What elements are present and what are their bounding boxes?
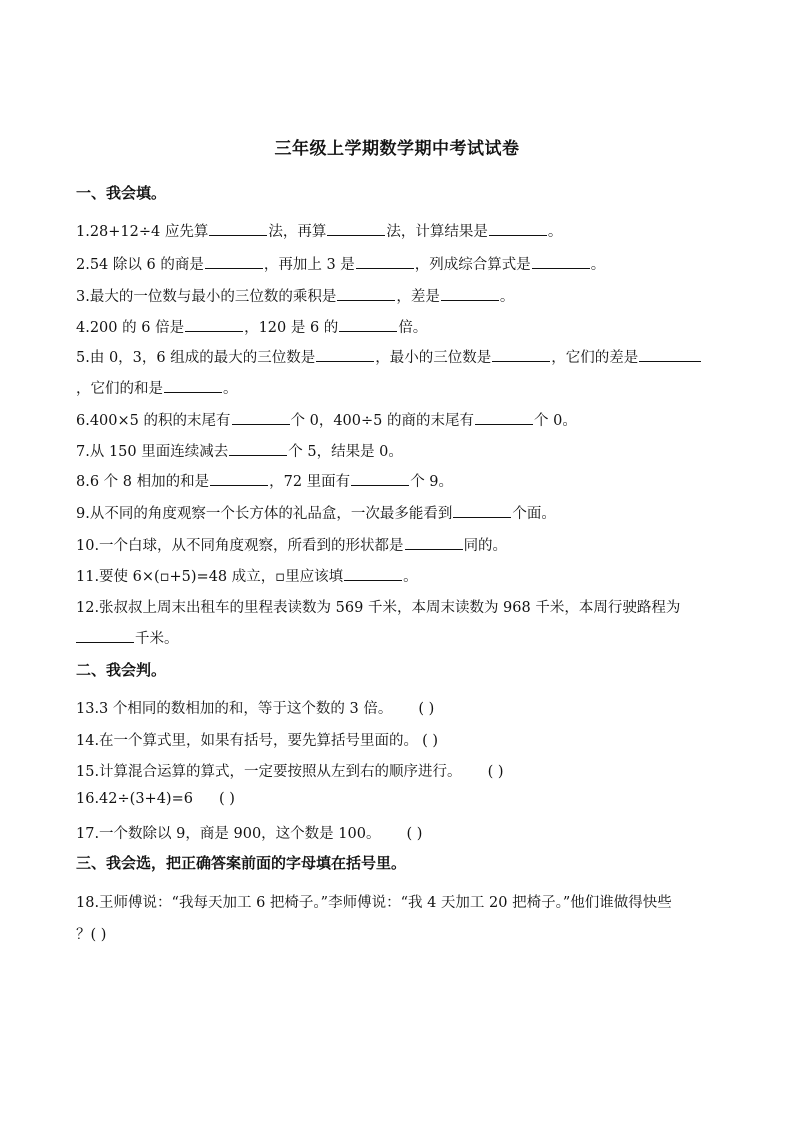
question-14: 14.在一个算式里，如果有括号，要先算括号里面的。 ( ) — [76, 733, 438, 749]
answer-blank[interactable] — [229, 442, 287, 456]
question-5-continued: ，它们的和是 。 — [76, 381, 238, 397]
question-7: 7.从 150 里面连续减去 个 5，结果是 0。 — [76, 444, 403, 460]
answer-blank[interactable] — [489, 222, 547, 236]
answer-parentheses[interactable]: ？( ) — [76, 927, 107, 943]
answer-blank[interactable] — [205, 255, 263, 269]
answer-blank[interactable] — [337, 287, 395, 301]
answer-blank[interactable] — [339, 318, 397, 332]
question-2: 2.54 除以 6 的商是 ，再加上 3 是 ，列成综合算式是 。 — [76, 257, 606, 273]
question-4: 4.200 的 6 倍是 ，120 是 6 的 倍。 — [76, 320, 428, 336]
question-17: 17.一个数除以 9，商是 900，这个数是 100。 ( ) — [76, 826, 423, 842]
answer-blank[interactable] — [639, 348, 701, 362]
answer-blank[interactable] — [492, 348, 550, 362]
section-heading-fill: 一、我会填。 — [76, 184, 167, 202]
page-title: 三年级上学期数学期中考试试卷 — [274, 139, 520, 159]
answer-blank[interactable] — [232, 411, 290, 425]
question-3: 3.最大的一位数与最小的三位数的乘积是 ，差是 。 — [76, 289, 515, 305]
question-6: 6.400×5 的积的末尾有 个 0，400÷5 的商的末尾有 个 0。 — [76, 413, 577, 429]
question-1: 1.28+12÷4 应先算 法，再算 法，计算结果是 。 — [76, 224, 563, 240]
question-18: 18.王师傅说：“我每天加工 6 把椅子。”李师傅说：“我 4 天加工 20 把椅子。”他们谁做得快些 — [76, 895, 672, 911]
answer-blank[interactable] — [344, 567, 402, 581]
section-heading-choose: 三、我会选，把正确答案前面的字母填在括号里。 — [76, 854, 407, 872]
answer-blank[interactable] — [316, 348, 374, 362]
answer-parentheses[interactable]: ( ) — [422, 733, 438, 749]
answer-blank[interactable] — [453, 504, 511, 518]
answer-blank[interactable] — [405, 536, 463, 550]
answer-blank[interactable] — [327, 222, 385, 236]
question-5: 5.由 0，3，6 组成的最大的三位数是 ，最小的三位数是 ，它们的差是 — [76, 346, 702, 367]
answer-blank[interactable] — [351, 472, 409, 486]
answer-parentheses[interactable]: ( ) — [418, 701, 435, 717]
answer-blank[interactable] — [164, 379, 222, 393]
answer-parentheses[interactable]: ( ) — [406, 826, 423, 842]
question-13: 13.3 个相同的数相加的和，等于这个数的 3 倍。 ( ) — [76, 701, 435, 717]
question-10: 10.一个白球，从不同角度观察，所看到的形状都是 同的。 — [76, 538, 508, 554]
answer-parentheses[interactable]: ( ) — [218, 791, 235, 807]
answer-blank[interactable] — [441, 287, 499, 301]
answer-blank[interactable] — [76, 629, 134, 643]
question-15: 15.计算混合运算的算式，一定要按照从左到右的顺序进行。 ( ) — [76, 764, 504, 780]
question-8: 8.6 个 8 相加的和是 ，72 里面有 个 9。 — [76, 474, 454, 490]
answer-blank[interactable] — [356, 255, 414, 269]
answer-blank[interactable] — [210, 472, 268, 486]
section-heading-judge: 二、我会判。 — [76, 661, 167, 679]
question-12-continued: 千米。 — [76, 627, 179, 648]
answer-blank[interactable] — [475, 411, 533, 425]
question-18-continued — [76, 923, 106, 944]
question-11: 11.要使 6×(▫+5)=48 成立，▫里应该填 。 — [76, 569, 418, 585]
question-9: 9.从不同的角度观察一个长方体的礼品盒，一次最多能看到 个面。 — [76, 506, 556, 522]
answer-blank[interactable] — [532, 255, 590, 269]
question-16: 16.42÷(3+4)=6 ( ) — [76, 791, 235, 807]
answer-blank[interactable] — [185, 318, 243, 332]
question-12: 12.张叔叔上周末出租车的里程表读数为 569 千米，本周末读数为 968 千米，本周行驶路程为 — [76, 600, 681, 616]
answer-parentheses[interactable]: ( ) — [487, 764, 504, 780]
answer-blank[interactable] — [209, 222, 267, 236]
